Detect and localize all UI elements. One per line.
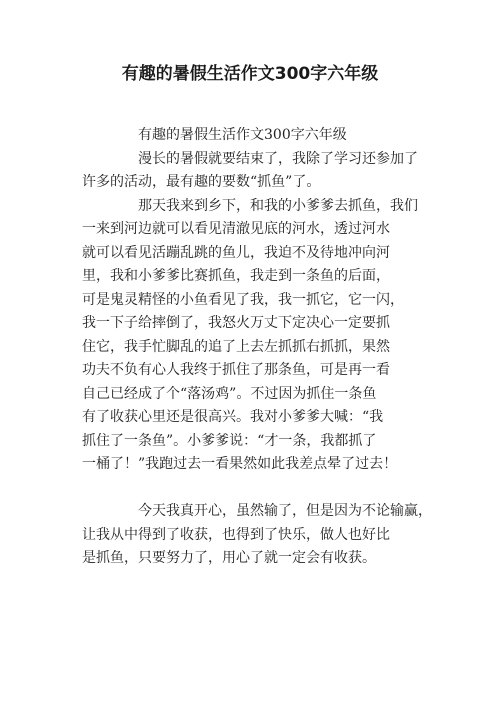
paragraph-line: 那天我来到乡下，和我的小爹爹去抓鱼，我们 [138,197,418,214]
document-title: 有趣的暑假生活作文300字六年级 [121,64,379,84]
paragraph-1 [82,148,422,195]
paragraph-line: 我一下子给摔倒了，我怒火万丈下定决心一定要抓 [82,315,390,331]
paragraph-line: 住它，我手忙脚乱的追了上去左抓抓右抓抓，果然 [82,338,390,355]
paragraph-3 [82,500,432,571]
paragraph-line: 一桶了！”我跑过去一看果然如此我差点晕了过去！ [82,456,398,472]
paragraph-line: 一来到河边就可以看见清澈见底的河水，透过河水 [82,221,390,237]
paragraph-line: 里，我和小爹爹比赛抓鱼，我走到一条鱼的后面， [82,268,390,284]
paragraph-line: 就可以看见活蹦乱跳的鱼儿，我迫不及待地冲向河 [82,244,390,261]
paragraph-gap [110,477,422,501]
paragraph-line: 有了收获心里还是很高兴。我对小爹爹大喊：“我 [82,409,384,425]
paragraph-line: 是抓鱼，只要努力了，用心了就一定会有收获。 [82,550,376,566]
paragraph-line: 抓住了一条鱼”。小爹爹说：“才一条，我都抓了 [82,432,377,449]
paragraph-line: 功夫不负有心人我终于抓住了那条鱼，可是再一看 [82,362,390,378]
paragraph-line: 让我从中得到了收获，也得到了快乐，做人也好比 [82,526,390,543]
paragraph-line: 漫长的暑假就要结束了，我除了学习还参加了 [138,150,418,167]
paragraph-line: 自己已经成了个“落汤鸡”。不过因为抓住一条鱼 [82,385,377,402]
paragraph-line: 今天我真开心，虽然输了，但是因为不论输赢， [138,503,432,519]
paragraph-line: 许多的活动，最有趣的要数“抓鱼”了。 [82,174,321,190]
paragraph-line: 可是鬼灵精怪的小鱼看见了我，我一抓它，它一闪， [82,291,404,308]
subtitle-line: 有趣的暑假生活作文300字六年级 [138,127,347,143]
document-body [82,124,432,571]
paragraph-2 [82,195,422,477]
